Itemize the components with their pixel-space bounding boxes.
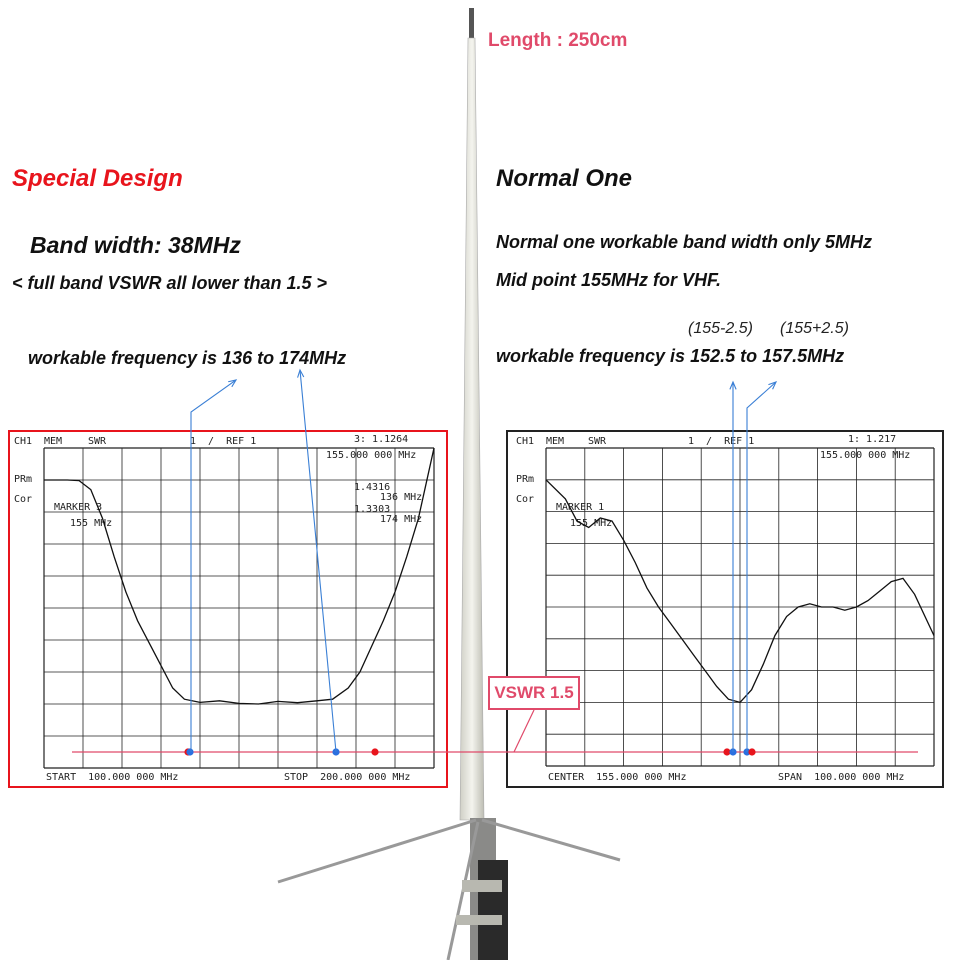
swr-label: SWR: [588, 436, 607, 447]
arrow-157mhz: [747, 382, 776, 752]
cor-label: Cor: [516, 494, 535, 505]
marker2-value: 1.3303: [354, 504, 391, 515]
scale-label: 1 / REF 1: [688, 436, 755, 447]
paren-low: (155-2.5): [688, 320, 753, 337]
marker-readout: 3: 1.1264: [354, 434, 409, 445]
normal-bandwidth-line: Normal one workable band width only 5MHz: [496, 232, 873, 252]
marker-box-line1: MARKER 3: [54, 502, 103, 513]
mem-label: MEM: [546, 436, 565, 447]
marker-box-line2: 155 MHz: [70, 518, 113, 529]
threshold-marker-dot: [186, 748, 193, 755]
cor-label: Cor: [14, 494, 33, 505]
prm-label: PRm: [516, 474, 535, 485]
scale-label: 1 / REF 1: [190, 436, 257, 447]
ch-label: CH1: [516, 436, 535, 447]
vswr-threshold-box: VSWR 1.5: [488, 676, 580, 710]
length-label: Length : 250cm: [488, 30, 628, 51]
ch-label: CH1: [14, 436, 33, 447]
vswr-box-pointer: [514, 710, 534, 752]
paren-high: (155+2.5): [780, 320, 849, 337]
swr-label: SWR: [88, 436, 107, 447]
threshold-marker-dot: [748, 748, 755, 755]
marker1-freq: 136 MHz: [380, 492, 423, 503]
mid-point-line: Mid point 155MHz for VHF.: [496, 270, 721, 290]
special-design-heading: Special Design: [12, 165, 183, 192]
threshold-marker-dot: [371, 748, 378, 755]
center-label: CENTER 155.000 000 MHz: [548, 772, 687, 783]
mem-label: MEM: [44, 436, 63, 447]
workable-frequency-right: workable frequency is 152.5 to 157.5MHz: [496, 346, 845, 366]
span-label: SPAN 100.000 000 MHz: [778, 772, 905, 783]
start-label: START 100.000 000 MHz: [46, 772, 179, 783]
stop-label: STOP 200.000 000 MHz: [284, 772, 411, 783]
workable-frequency-left: workable frequency is 136 to 174MHz: [28, 348, 347, 368]
marker2-freq: 174 MHz: [380, 514, 423, 525]
marker-box-line1: MARKER 1: [556, 502, 605, 513]
normal-one-heading: Normal One: [496, 165, 633, 192]
arrow-174mhz: [300, 370, 336, 752]
arrow-136mhz: [191, 380, 236, 752]
marker-readout: 1: 1.217: [848, 434, 897, 445]
bandwidth-label: Band width: 38MHz: [30, 232, 241, 258]
vswr-note: < full band VSWR all lower than 1.5 >: [12, 273, 328, 293]
marker1-value: 1.4316: [354, 482, 391, 493]
marker-freq: 155.000 000 MHz: [326, 450, 417, 461]
marker-box-line2: 155 MHz: [570, 518, 613, 529]
prm-label: PRm: [14, 474, 33, 485]
marker-freq: 155.000 000 MHz: [820, 450, 911, 461]
